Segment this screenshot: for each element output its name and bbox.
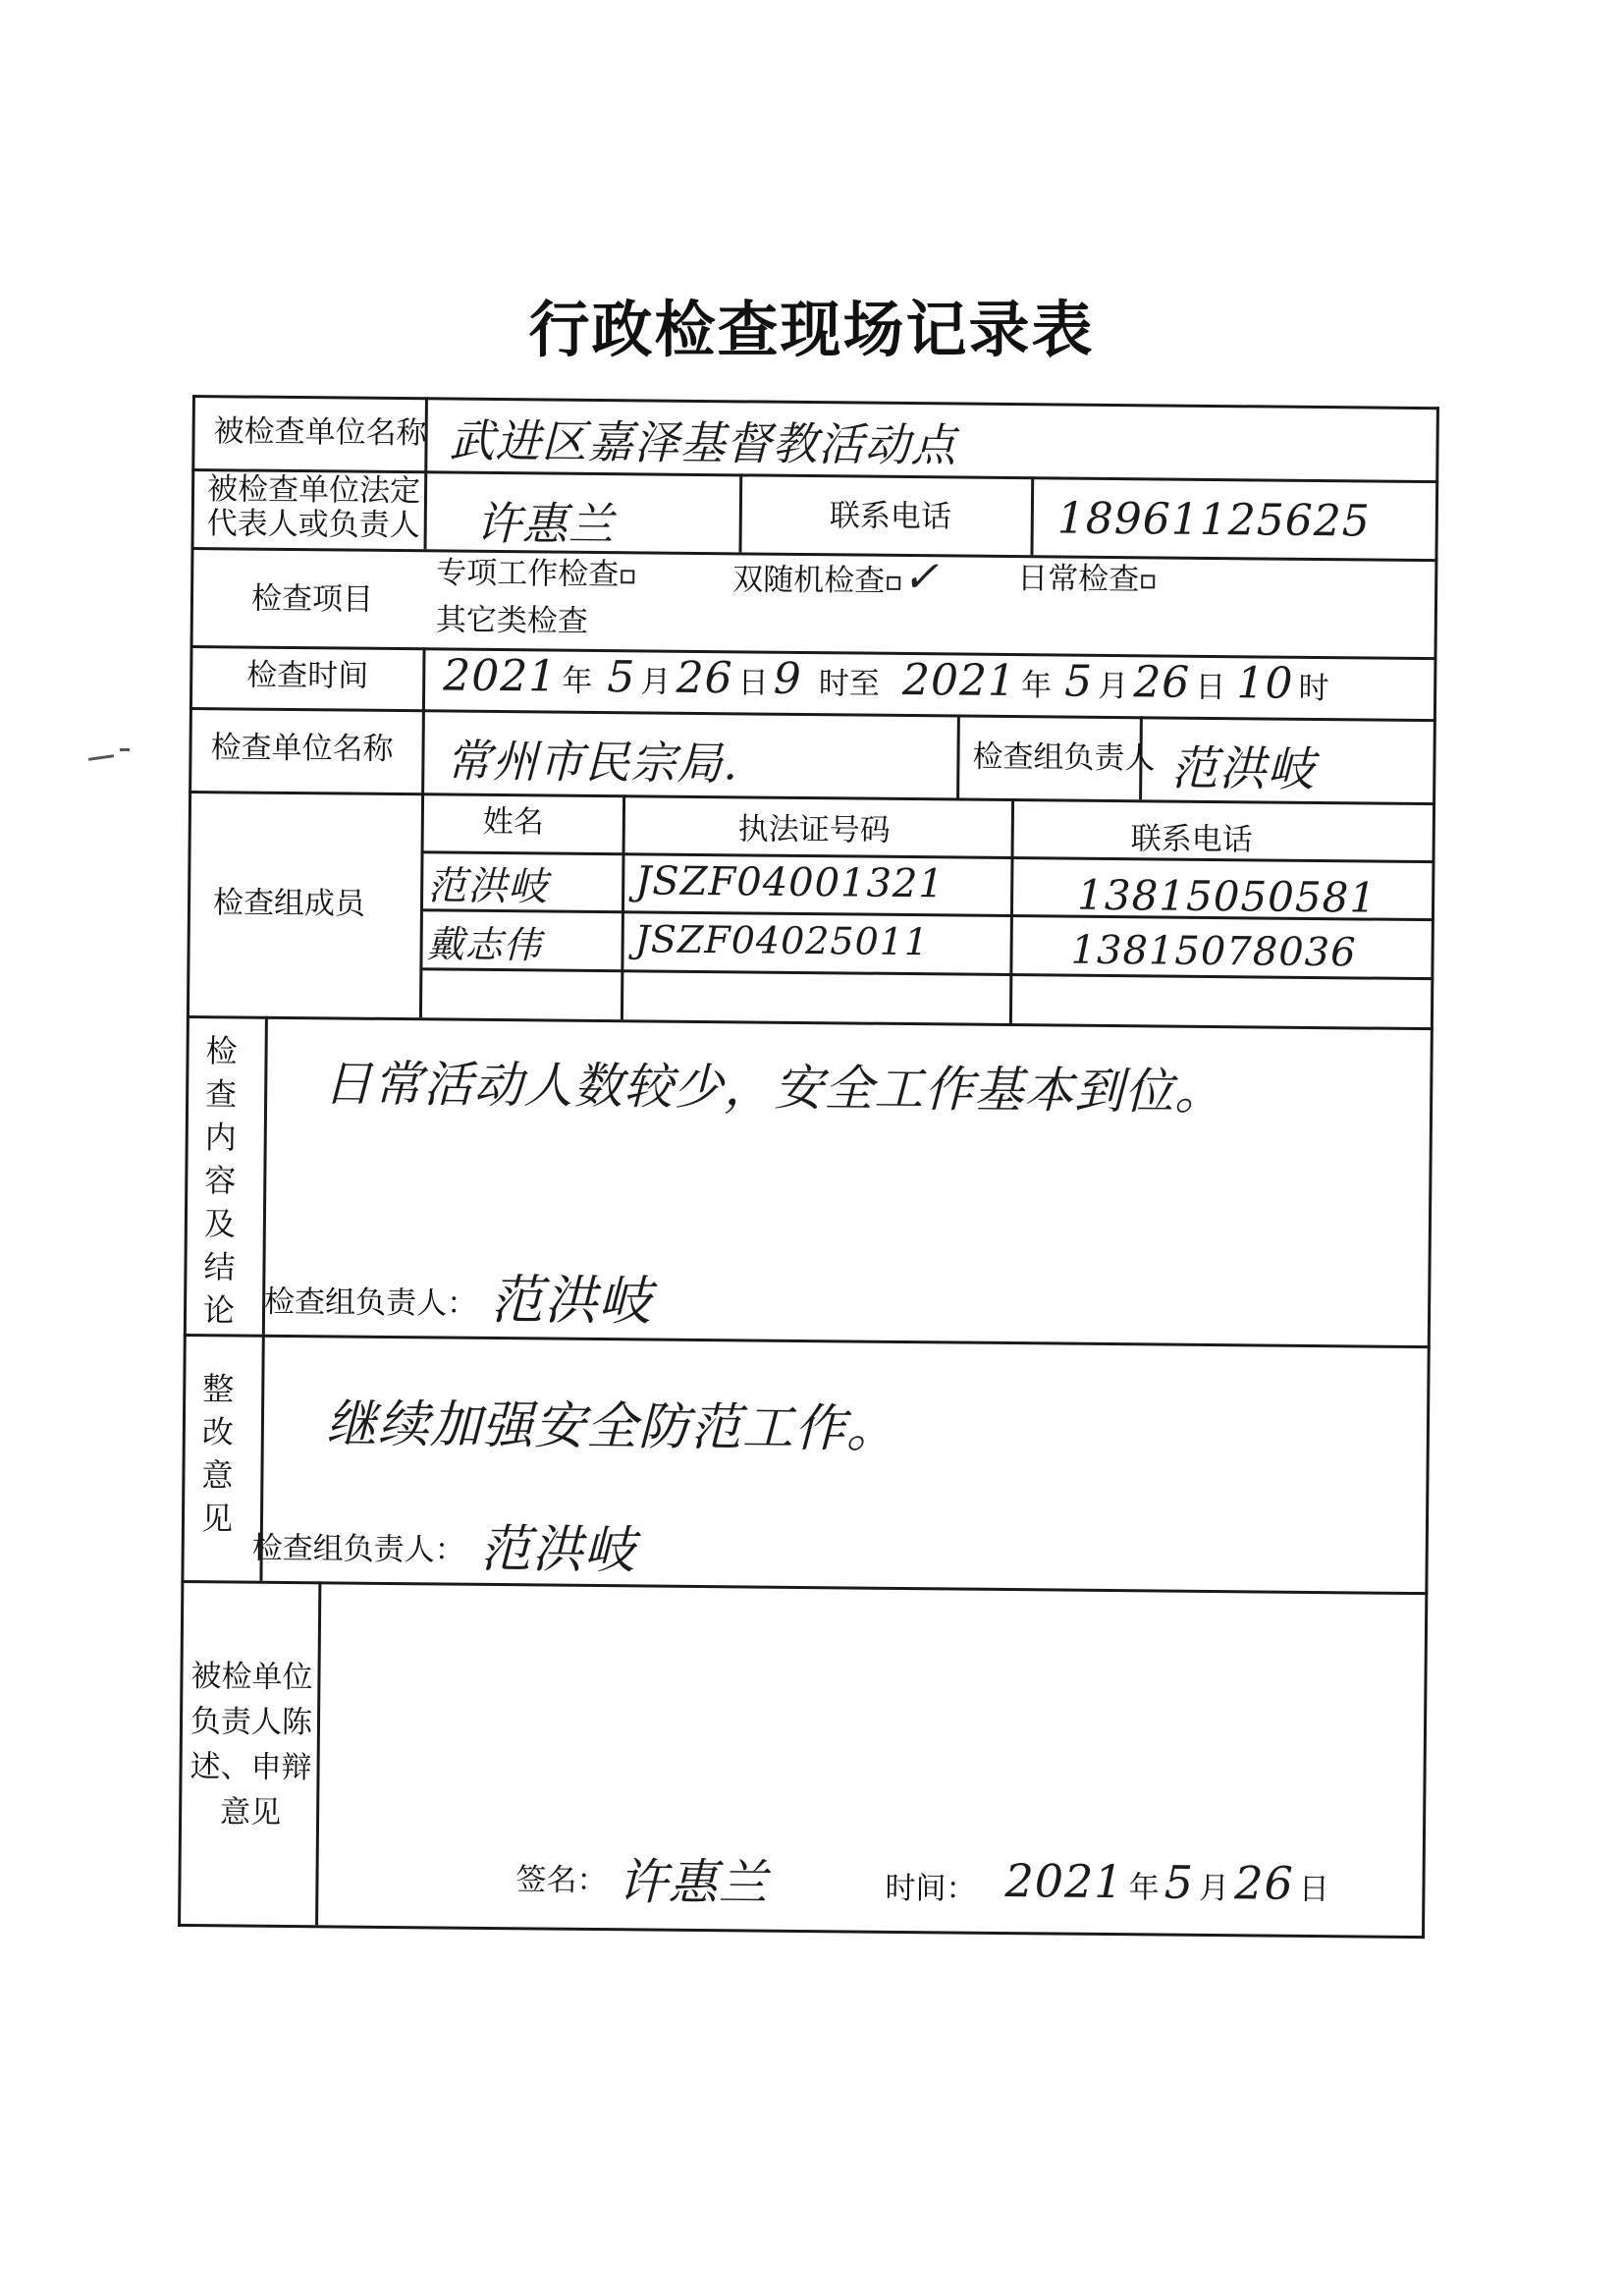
unit-day: 日 (1195, 669, 1226, 706)
row-divider (181, 1580, 1428, 1595)
member-name: 戴志伟 (426, 922, 542, 967)
member-cert: JSZF04025011 (634, 917, 930, 964)
member-phone: 13815078036 (1070, 927, 1357, 976)
statement-sign-value: 许惠兰 (618, 1853, 769, 1912)
scan-mark (120, 748, 130, 751)
unit-year: 年 (562, 663, 593, 699)
start-day: 26 (676, 652, 733, 704)
rectify-leader-label: 检查组负责人： (251, 1530, 465, 1568)
item-special-text: 专项工作检查 (436, 555, 620, 593)
agency-leader-value: 范洪岐 (1170, 740, 1316, 797)
table-border (192, 395, 1439, 410)
checkbox-icon[interactable] (621, 570, 634, 583)
legal-rep-phone-value: 18961125625 (1056, 493, 1371, 547)
members-label: 检查组成员 (212, 885, 366, 922)
content-text: 日常活动人数较少，安全工作基本到位。 (322, 1055, 1225, 1121)
item-daily-text: 日常检查 (1017, 561, 1140, 598)
statement-day: 26 (1233, 1856, 1295, 1910)
items-label: 检查项目 (250, 580, 374, 618)
row-divider (189, 707, 1436, 722)
col-divider (738, 473, 742, 552)
start-year: 2021 (443, 650, 558, 702)
rectify-text: 继续加强安全防范工作。 (325, 1394, 899, 1459)
legal-rep-phone-label: 联系电话 (829, 498, 952, 535)
content-label: 检查内容及结论 (202, 1032, 238, 1330)
statement-time-label: 时间： (885, 1870, 977, 1907)
check-mark-icon: ✓ (902, 551, 940, 603)
checkbox-icon[interactable] (887, 575, 900, 589)
agency-label: 检查单位名称 (210, 730, 394, 767)
statement-label-line1: 被检单位 (190, 1659, 313, 1696)
statement-year: 2021 (1004, 1854, 1124, 1909)
agency-leader-label: 检查组负责人 (972, 738, 1156, 777)
unit-hour-to: 时至 (818, 666, 881, 702)
members-col-name: 姓名 (482, 803, 545, 841)
unit-hour: 时 (1298, 670, 1329, 707)
content-leader-label: 检查组负责人： (263, 1284, 478, 1322)
end-hour: 10 (1236, 658, 1294, 709)
end-month: 5 (1063, 656, 1094, 707)
statement-label-line4: 意见 (219, 1794, 282, 1831)
col-divider (1030, 476, 1034, 555)
item-daily (1017, 560, 1155, 598)
legal-rep-label (207, 472, 421, 543)
members-col-cert: 执法证号码 (737, 811, 891, 848)
col-divider (419, 647, 426, 1017)
inspected-unit-value: 武进区嘉泽基督教活动点 (449, 413, 957, 472)
form-title: 行政检查现场记录表 (528, 294, 1095, 365)
item-other: 其它类检查 (435, 602, 588, 639)
legal-rep-value: 许惠兰 (475, 496, 616, 552)
item-special (436, 554, 634, 593)
end-year: 2021 (901, 654, 1017, 707)
legal-rep-label-line1: 被检查单位法定 (206, 471, 421, 510)
unit-day: 日 (1298, 1871, 1329, 1908)
rectify-label: 整改意见 (200, 1370, 235, 1538)
unit-month: 月 (1098, 668, 1129, 705)
time-label: 检查时间 (246, 657, 369, 694)
rectify-leader-sign: 范洪岐 (479, 1519, 637, 1581)
col-divider (956, 714, 960, 797)
end-day: 26 (1133, 657, 1191, 708)
legal-rep-label-line2: 代表人或负责人 (206, 506, 420, 544)
member-name: 范洪岐 (426, 863, 549, 910)
unit-day: 日 (737, 665, 769, 701)
start-month: 5 (607, 652, 636, 703)
statement-date (1004, 1854, 1329, 1910)
table-border (178, 1924, 1425, 1939)
start-hour: 9 (773, 653, 803, 704)
item-random-text: 双随机检查 (732, 562, 886, 599)
row-divider (187, 1015, 1434, 1030)
scan-mark (88, 754, 114, 761)
col-divider (621, 794, 625, 1019)
member-cert: JSZF04001321 (635, 858, 946, 907)
content-leader-sign: 范洪岐 (489, 1268, 653, 1333)
time-range (443, 650, 1329, 709)
unit-month: 月 (640, 664, 672, 700)
checkbox-icon[interactable] (1141, 574, 1155, 588)
inspected-unit-label: 被检查单位名称 (213, 413, 427, 452)
unit-year: 年 (1128, 1870, 1160, 1906)
unit-year: 年 (1020, 668, 1053, 704)
col-divider (1009, 798, 1014, 1023)
statement-month: 5 (1163, 1855, 1195, 1909)
unit-month: 月 (1198, 1870, 1230, 1907)
record-table (178, 395, 1439, 1939)
statement-label (185, 1654, 318, 1835)
statement-label-line2: 负责人陈 (189, 1704, 313, 1741)
member-phone: 13815050581 (1076, 870, 1378, 922)
statement-label-line3: 述、申辩 (189, 1749, 312, 1786)
agency-value: 常州市民宗局. (446, 734, 739, 791)
statement-sign-label: 签名： (515, 1862, 608, 1899)
row-divider (184, 1334, 1431, 1348)
members-col-phone: 联系电话 (1130, 821, 1253, 858)
table-border (1422, 407, 1439, 1939)
item-random (732, 551, 940, 603)
